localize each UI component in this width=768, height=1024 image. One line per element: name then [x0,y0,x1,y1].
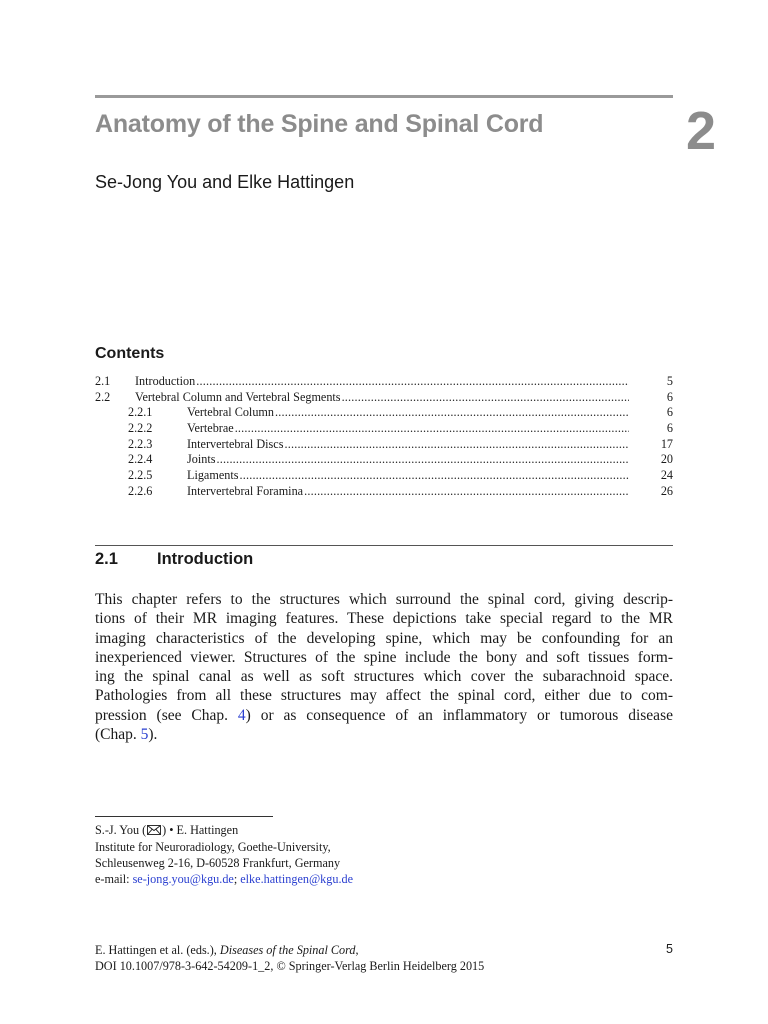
toc-leader-dots [216,452,629,468]
toc-entry[interactable] [95,374,673,390]
body-text-fragment: pression (see Chap. [95,706,238,724]
top-rule [95,95,673,98]
body-line: Pathologies from all these structures may affect the spinal cord, either due to com- [95,687,673,705]
toc-leader-dots [342,390,629,406]
toc-entry[interactable] [95,484,673,500]
toc-entry-page: 6 [666,405,673,420]
toc-entry-title: Introduction [135,374,196,388]
section-title: Introduction [157,550,254,568]
toc-entry-number: 2.1 [95,374,111,388]
footnote-authors [95,822,673,839]
toc-leader-dots [275,405,629,421]
toc-entry-title: Ligaments [187,468,239,483]
citation-comma: , [355,943,359,957]
toc-entry[interactable] [95,452,673,468]
chapter-number: 2 [685,101,716,161]
body-text-fragment: ). [148,726,158,744]
toc-entry-title: Intervertebral Discs [187,436,284,451]
footnote-author-2: ) • E. Hattingen [162,823,239,837]
body-text-fragment: ) or as consequence of an inflammatory or tumorous disease [245,706,673,724]
doi-line: DOI 10.1007/978-3-642-54209-1_2, © Springer-Verlag Berlin Heidelberg 2015 [95,959,485,973]
toc-entry-page: 5 [666,374,673,388]
footnote-author-1: S.-J. You ( [95,823,147,837]
author-footnote [95,822,673,887]
body-line: imaging characteristics of the developing spine, which may be confounding for an [95,629,673,647]
page-footer [95,942,673,974]
toc-entry-title: Vertebral Column [187,405,274,420]
email-separator: ; [233,872,241,886]
citation-editors: E. Hattingen et al. (eds.), [95,943,220,957]
toc-entry-number: 2.2.2 [128,421,153,436]
section-number: 2.1 [95,550,118,568]
toc-entry[interactable] [95,390,673,406]
footnote-emails [95,871,673,887]
toc-leader-dots [239,468,629,484]
email-label: e-mail: [95,872,133,886]
toc-entry[interactable] [95,468,673,484]
contents-heading: Contents [95,345,165,362]
toc-entry-page: 6 [666,421,673,436]
toc-entry-page: 20 [660,452,673,467]
envelope-icon [147,823,161,839]
toc-entry-title: Vertebrae [187,421,234,436]
chapter-authors: Se-Jong You and Elke Hattingen [95,172,355,192]
body-paragraph [95,590,673,744]
body-line: ing the spinal canal as well as soft structures which cover the subarachnoid space. [95,668,673,686]
footnote-institute: Institute for Neuroradiology, Goethe-University, [95,840,331,854]
toc-entry-page: 24 [660,468,673,483]
toc-entry-page: 6 [666,389,673,404]
toc-entry-number: 2.2.3 [128,436,153,451]
toc-leader-dots [284,437,629,453]
toc-entry[interactable] [95,405,673,421]
toc-entry-page: 17 [660,436,673,451]
toc-entry-page: 26 [660,483,673,498]
toc-leader-dots [304,484,629,500]
toc-entry-title: Intervertebral Foramina [187,483,304,498]
toc-entry-number: 2.2.6 [128,483,153,498]
toc-entry-number: 2.2.5 [128,468,153,483]
body-line [95,706,673,725]
toc-entry-number: 2.2.4 [128,452,153,467]
body-line: tions of their MR imaging features. These depictions take special regard to the MR [95,610,673,628]
chapter-5-link[interactable]: 5 [140,726,149,744]
body-line: This chapter refers to the structures which surround the spinal cord, giving descrip- [95,591,673,608]
toc-leader-dots [235,421,629,437]
chapter-4-link[interactable]: 4 [237,706,246,724]
footnote-rule [95,816,273,817]
body-line [95,725,673,744]
section-heading [95,550,253,569]
page-number: 5 [666,942,673,956]
email-link-you[interactable]: se-jong.you@kgu.de [132,872,234,886]
table-of-contents [95,374,673,500]
section-rule [95,545,673,546]
toc-entry-number: 2.2.1 [128,405,153,420]
citation-book-title: Diseases of the Spinal Cord [219,943,356,957]
chapter-title: Anatomy of the Spine and Spinal Cord [95,110,544,138]
footnote-address: Schleusenweg 2-16, D-60528 Frankfurt, Germany [95,856,341,870]
body-line: inexperienced viewer. Structures of the spine include the bony and soft tissues form- [95,648,673,666]
toc-entry-title: Joints [187,452,216,467]
citation-line [95,942,673,958]
toc-entry-title: Vertebral Column and Vertebral Segments [135,389,341,404]
toc-leader-dots [196,374,629,390]
toc-entry[interactable] [95,437,673,453]
toc-entry-number: 2.2 [95,389,111,404]
email-link-hattingen[interactable]: elke.hattingen@kgu.de [240,872,354,886]
body-text-fragment: (Chap. [95,726,141,744]
toc-entry[interactable] [95,421,673,437]
